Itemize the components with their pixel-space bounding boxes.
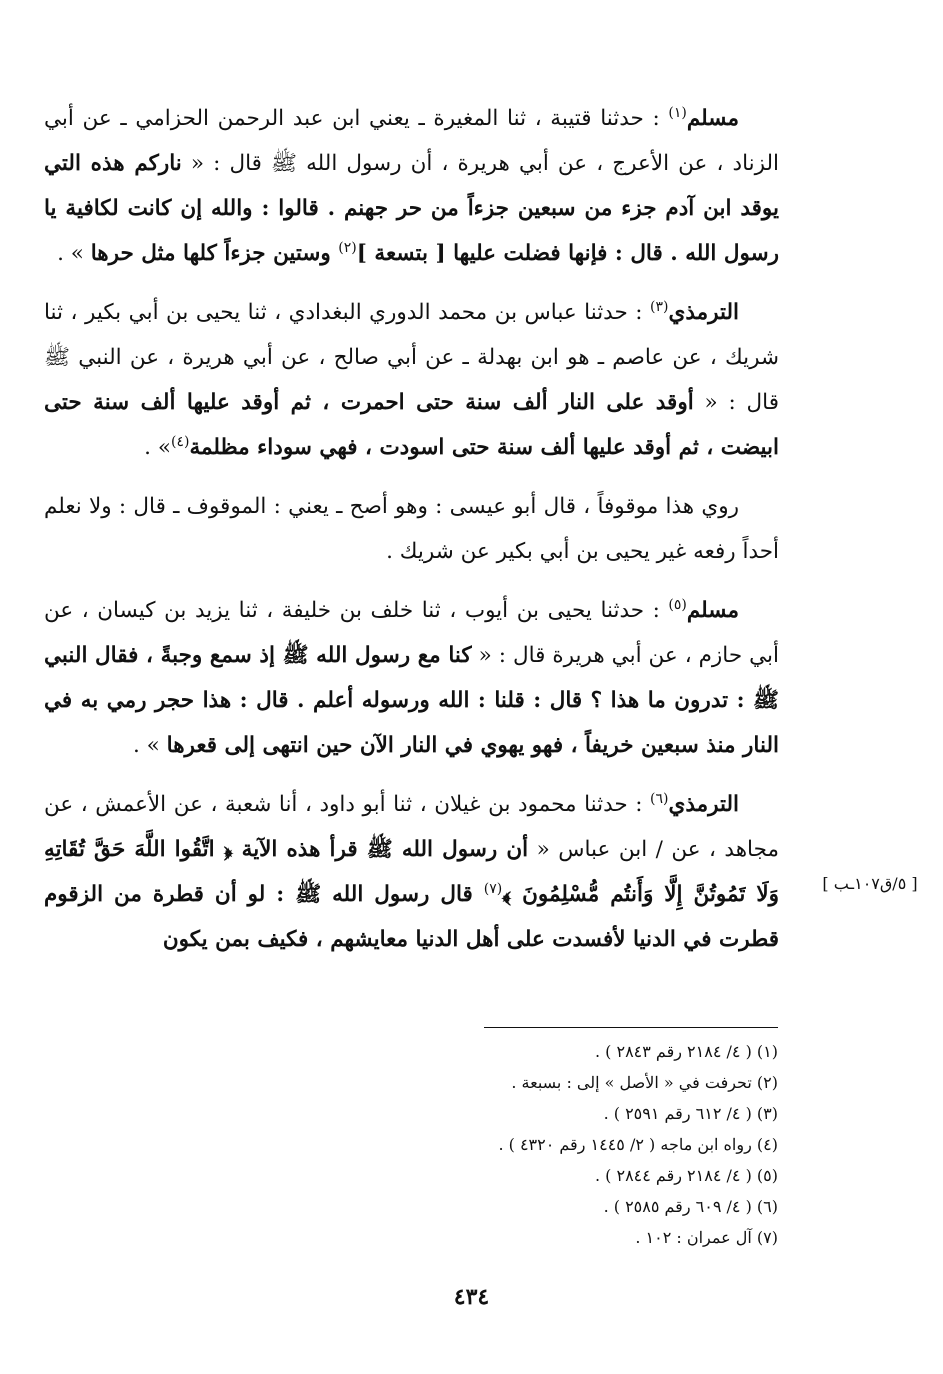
footnote-ref: (٢) bbox=[338, 239, 357, 256]
footnote-ref: (٤) bbox=[170, 433, 190, 450]
hadith-text: ناركم هذه التي يوقد ابن آدم جزء من سبعين جزءاً من حر جهنم . قالوا : والله إن كانت لكافية يا رسول الله . قال : فإنها فضلت عليها [ بتسعة ] bbox=[44, 151, 779, 266]
paragraph-muslim-1 bbox=[44, 96, 779, 276]
source-name: الترمذي bbox=[668, 792, 739, 817]
main-text bbox=[44, 96, 779, 976]
footnote-2: (٢) تحرفت في « الأصل » إلى : بسبعة . bbox=[511, 1073, 778, 1092]
paragraph-tirmidhi-2 bbox=[44, 782, 779, 962]
footnote-4: (٤) رواه ابن ماجه ( ٢/ ١٤٤٥ رقم ٤٣٢٠ ) . bbox=[498, 1135, 778, 1154]
isnad-text: : حدثنا يحيى بن أيوب ، ثنا خلف بن خليفة ، ثنا يزيد بن كيسان ، عن أبي حازم ، عن أبي هريرة قال : « bbox=[44, 598, 779, 668]
page-number: ٤٣٤ bbox=[453, 1284, 490, 1310]
paragraph-muslim-2 bbox=[44, 588, 779, 768]
footnote-1: (١) ( ٤/ ٢١٨٤ رقم ٢٨٤٣ ) . bbox=[594, 1042, 778, 1061]
footnote-6: (٦) ( ٤/ ٦٠٩ رقم ٢٥٨٥ ) . bbox=[603, 1197, 778, 1216]
commentary-text: روي هذا موقوفاً ، قال أبو عيسى : وهو أصح ـ يعني : الموقوف ـ قال : ولا نعلم أحداً رفعه غير يحيى بن أبي بكير عن شريك . bbox=[44, 494, 779, 564]
footnote-ref: (١) bbox=[668, 104, 687, 121]
footnote-3: (٣) ( ٤/ ٦١٢ رقم ٢٥٩١ ) . bbox=[603, 1104, 778, 1123]
closing-quote: » . bbox=[57, 241, 91, 266]
footnotes bbox=[300, 1036, 778, 1253]
footnote-ref: (٥) bbox=[668, 596, 687, 613]
source-name: مسلم bbox=[686, 598, 739, 623]
footnote-ref: (٧) bbox=[483, 880, 503, 897]
hadith-text-continued: قال رسول الله ﷺ : لو أن قطرة من الزقوم قطرت في الدنيا لأفسدت على أهل الدنيا معايشهم ، فكيف بمن يكون bbox=[44, 882, 779, 952]
closing-quote: » . bbox=[144, 435, 171, 460]
footnote-ref: (٦) bbox=[650, 790, 669, 807]
paragraph-note bbox=[44, 484, 779, 574]
footnote-ref: (٣) bbox=[650, 298, 669, 315]
closing-quote: » . bbox=[132, 733, 167, 758]
source-name: الترمذي bbox=[668, 300, 739, 325]
isnad-text: : حدثنا قتيبة ، ثنا المغيرة ـ يعني ابن عبد الرحمن الحزامي ـ عن أبي الزناد ، عن الأعرج ، عن أبي هريرة ، أن رسول الله ﷺ قال : « bbox=[44, 106, 779, 176]
isnad-text: : حدثنا محمود بن غيلان ، ثنا أبو داود ، أنا شعبة ، عن الأعمش ، عن مجاهد ، عن / ابن عباس « bbox=[44, 792, 779, 862]
source-name: مسلم bbox=[686, 106, 739, 131]
hadith-text: كنا مع رسول الله ﷺ إذ سمع وجبةً ، فقال النبي ﷺ : تدرون ما هذا ؟ قال : قلنا : الله ورسوله أعلم . قال : هذا حجر رمي به في النار منذ سبعين خريفاً ، فهو يهوي في النار الآن حين انتهى إلى قعرها bbox=[44, 643, 779, 758]
hadith-text: أن رسول الله ﷺ قرأ هذه الآية ﴿ اتَّقُوا اللَّهَ حَقَّ تُقَاتِهِ وَلَا تَمُوتُنَّ إِلَّا وَأَنتُم مُّسْلِمُونَ ﴾ bbox=[44, 837, 779, 907]
isnad-text: : حدثنا عباس بن محمد الدوري البغدادي ، ثنا يحيى بن أبي بكير ، ثنا شريك ، عن عاصم ـ هو ابن بهدلة ـ عن أبي صالح ، عن أبي هريرة ، عن النبي ﷺ قال : « bbox=[44, 300, 779, 415]
hadith-text-continued: وستين جزءاً كلها مثل حرها bbox=[90, 241, 339, 266]
footnote-5: (٥) ( ٤/ ٢١٨٤ رقم ٢٨٤٤ ) . bbox=[594, 1166, 778, 1185]
hadith-text: أوقد على النار ألف سنة حتى احمرت ، ثم أوقد عليها ألف سنة حتى ابيضت ، ثم أوقد عليها ألف سنة حتى اسودت ، فهي سوداء مظلمة bbox=[44, 390, 779, 460]
footnote-divider bbox=[484, 1027, 778, 1028]
paragraph-tirmidhi-1 bbox=[44, 290, 779, 470]
footnote-7: (٧) آل عمران : ١٠٢ . bbox=[635, 1228, 778, 1247]
manuscript-folio-marker: [ ٥/ق١٠٧ـب ] bbox=[822, 874, 918, 893]
